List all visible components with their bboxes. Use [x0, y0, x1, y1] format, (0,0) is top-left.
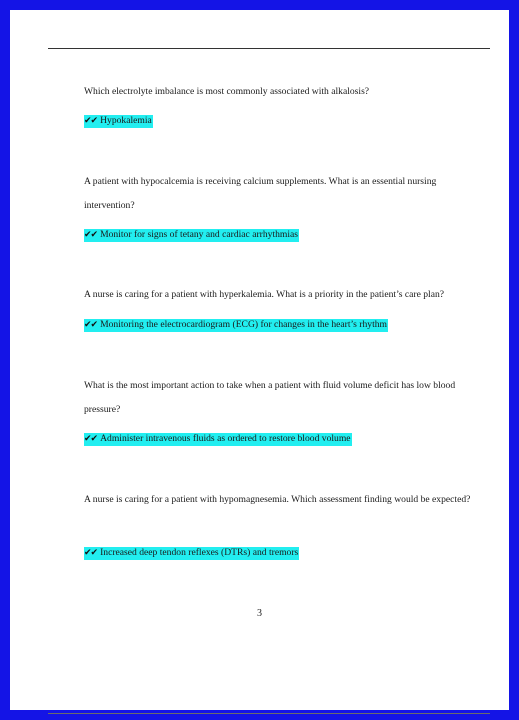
double-check-icon: ✔✔: [84, 230, 98, 240]
double-check-icon: ✔✔: [84, 320, 98, 330]
question-3: A nurse is caring for a patient with hyperkalemia. What is a priority in the patient’s care plan?: [84, 289, 445, 300]
answer-1: [84, 115, 153, 128]
question-4: What is the most important action to take when a patient with fluid volume deficit has low blood pressure?: [84, 380, 456, 415]
answer-highlight: [84, 115, 153, 128]
footer-rule: [48, 713, 490, 714]
answer-2: [84, 229, 299, 242]
answer-text: Monitoring the electrocardiogram (ECG) for changes in the heart’s rhythm: [100, 319, 388, 330]
answer-5: [84, 547, 299, 560]
answer-text: Monitor for signs of tetany and cardiac arrhythmias: [100, 229, 299, 240]
header-rule: [48, 48, 490, 49]
answer-highlight: [84, 229, 299, 242]
double-check-icon: ✔✔: [84, 548, 98, 558]
answer-4: [84, 433, 352, 446]
page-number: 3: [257, 608, 262, 619]
question-1: Which electrolyte imbalance is most commonly associated with alkalosis?: [84, 86, 370, 97]
answer-highlight: [84, 547, 299, 560]
question-2: A patient with hypocalcemia is receiving calcium supplements. What is an essential nursing intervention?: [84, 176, 437, 211]
question-5: A nurse is caring for a patient with hypomagnesemia. Which assessment finding would be expected?: [84, 494, 471, 505]
answer-text: Increased deep tendon reflexes (DTRs) and tremors: [100, 547, 299, 558]
answer-text: Hypokalemia: [100, 115, 152, 126]
double-check-icon: ✔✔: [84, 116, 98, 126]
double-check-icon: ✔✔: [84, 434, 98, 444]
answer-highlight: [84, 319, 388, 332]
answer-3: [84, 319, 388, 332]
answer-text: Administer intravenous fluids as ordered to restore blood volume: [100, 433, 351, 444]
answer-highlight: [84, 433, 352, 446]
